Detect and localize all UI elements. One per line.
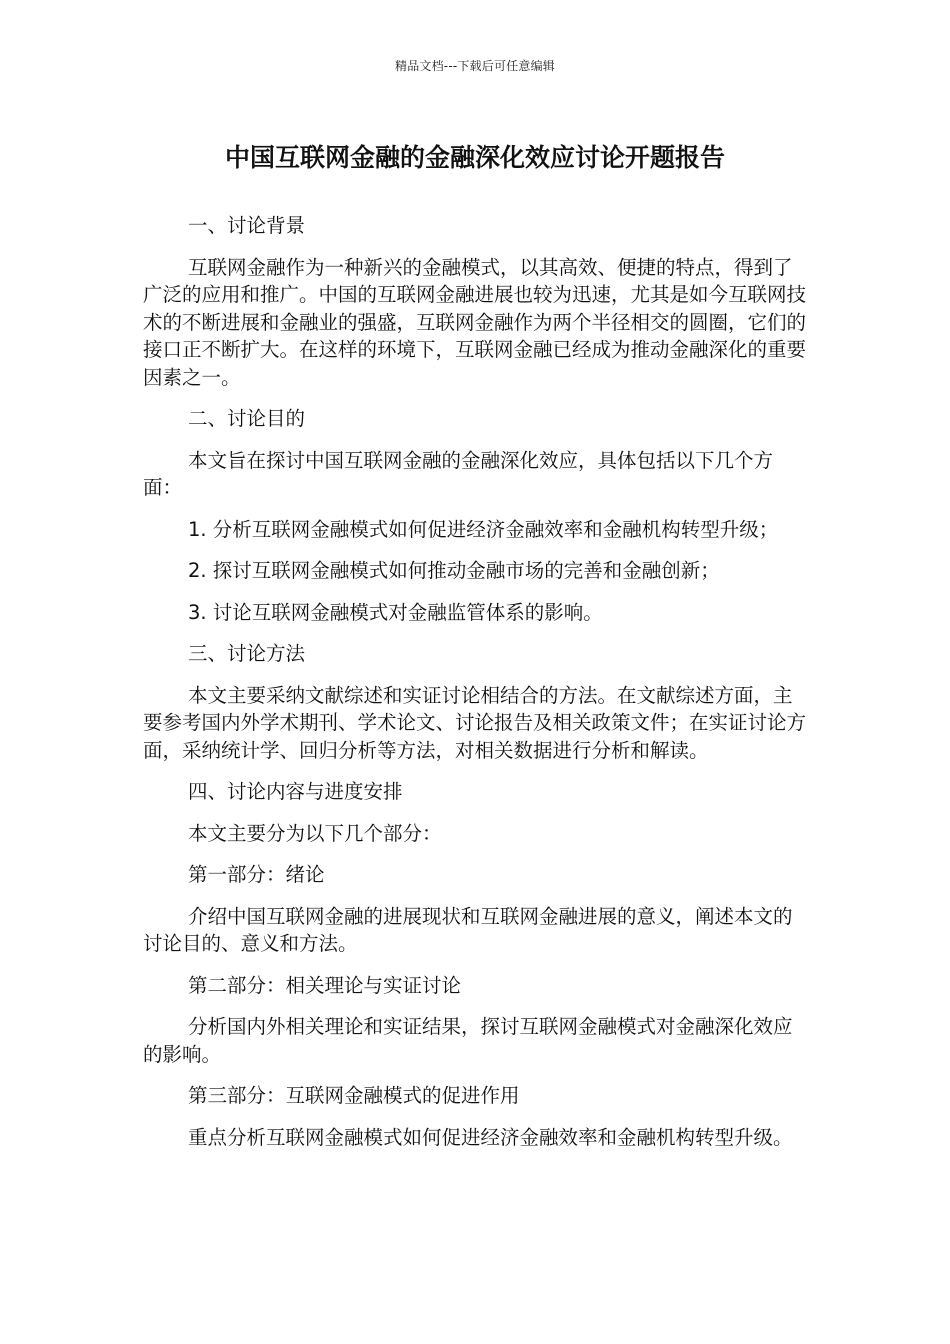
paragraph-purpose: 本文旨在探讨中国互联网金融的金融深化效应，具体包括以下几个方面： (143, 448, 774, 499)
section-heading-background: 一、讨论背景 (188, 214, 306, 237)
paragraph-part-3: 重点分析互联网金融模式如何促进经济金融效率和金融机构转型升级。 (188, 1125, 793, 1149)
list-item: 3. 讨论互联网金融模式对金融监管体系的影响。 (188, 600, 603, 624)
part-heading-2: 第二部分：相关理论与实证讨论 (188, 973, 462, 997)
header-note: 精品文档---下载后可任意编辑 (395, 59, 555, 73)
paragraph-content-intro: 本文主要分为以下几个部分： (188, 821, 442, 845)
list-item: 2. 探讨互联网金融模式如何推动金融市场的完善和金融创新； (188, 559, 720, 582)
section-heading-content-schedule: 四、讨论内容与进度安排 (188, 780, 403, 803)
paragraph-part-1: 介绍中国互联网金融的进展现状和互联网金融进展的意义，阐述本文的讨论目的、意义和方法。 (143, 904, 793, 955)
document-body (143, 212, 807, 1165)
part-heading-3: 第三部分：互联网金融模式的促进作用 (188, 1084, 520, 1107)
paragraph-method: 本文主要采纳文献综述和实证讨论相结合的方法。在文献综述方面，主要参考国内外学术期刊、学术论文、讨论报告及相关政策文件；在实证讨论方面，采纳统计学、回归分析等方法，对相关数据进行分析和解读。 (143, 683, 807, 762)
part-heading-1: 第一部分：绪论 (188, 863, 325, 886)
section-heading-method: 三、讨论方法 (188, 642, 306, 665)
list-item: 1. 分析互联网金融模式如何促进经济金融效率和金融机构转型升级； (188, 517, 779, 541)
document-title: 中国互联网金融的金融深化效应讨论开题报告 (224, 143, 725, 172)
section-heading-purpose: 二、讨论目的 (188, 407, 306, 430)
paragraph-background: 互联网金融作为一种新兴的金融模式，以其高效、便捷的特点，得到了广泛的应用和推广。中国的互联网金融进展也较为迅速，尤其是如今互联网技术的不断进展和金融业的强盛，互联网金融作为两个半径相交的圆圈，它们的接口正不断扩大。在这样的环境下，互联网金融已经成为推动金融深化的重要因素之一。 (143, 255, 807, 389)
paragraph-part-2: 分析国内外相关理论和实证结果，探讨互联网金融模式对金融深化效应的影响。 (143, 1015, 793, 1066)
